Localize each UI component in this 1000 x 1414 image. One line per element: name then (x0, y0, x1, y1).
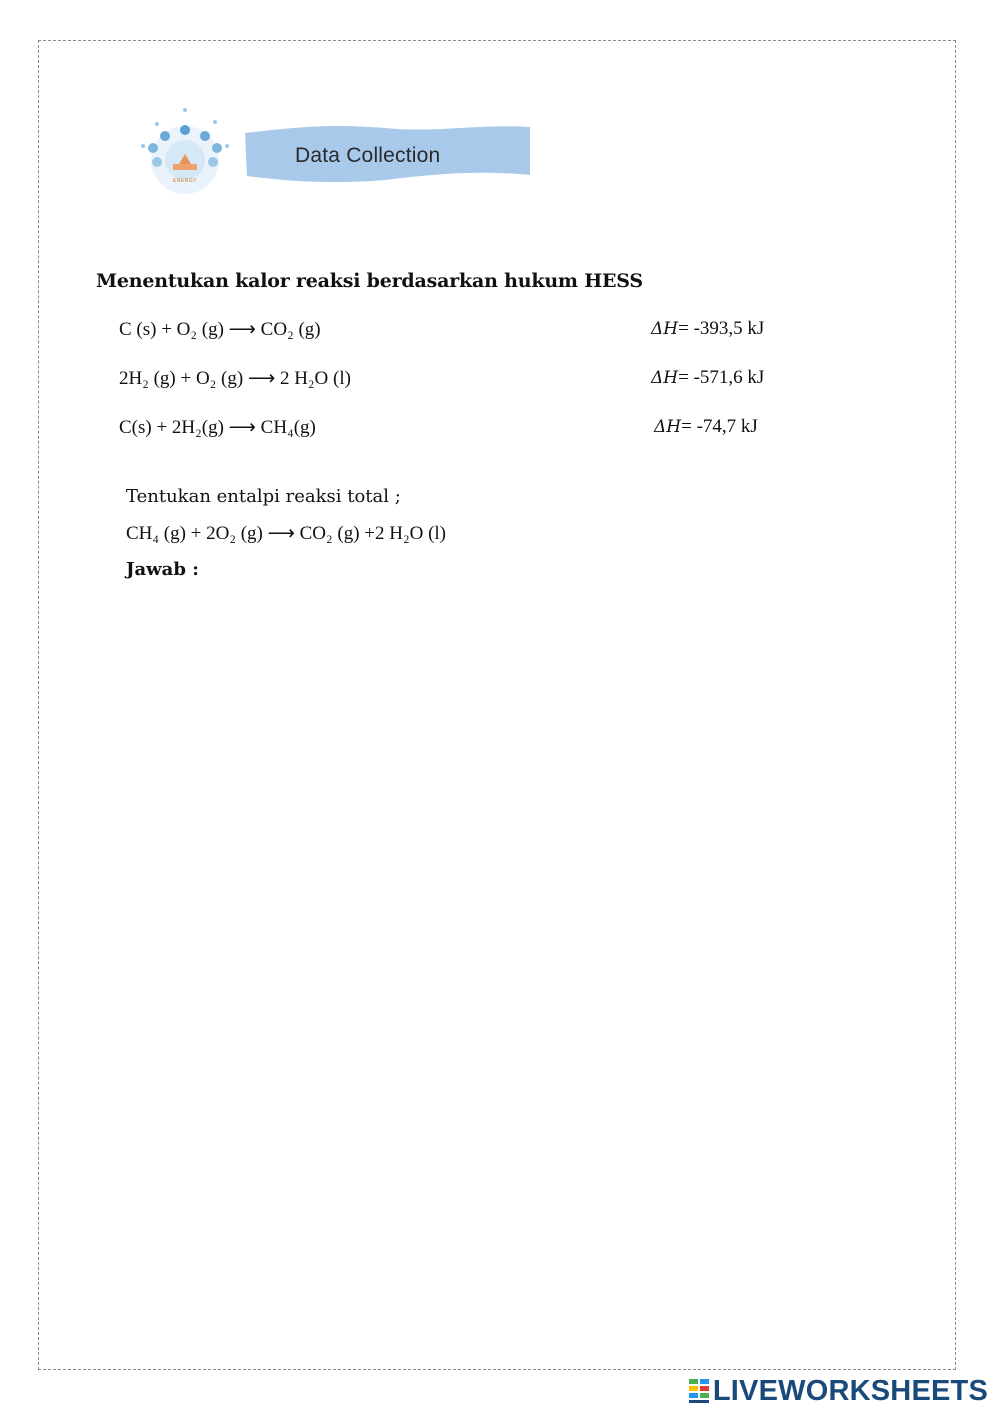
reaction-enthalpy-2 (651, 367, 764, 389)
answer-label: Jawab : (126, 559, 199, 580)
delta-h-value: = -571,6 kJ (678, 367, 765, 388)
delta-h-symbol: ΔH (651, 368, 679, 388)
logo-caption: ENERGY (172, 178, 198, 184)
reaction-equation-1: C (s) + O₂ (g) ⟶ CO₂ (g) (119, 319, 321, 340)
section-title: Menentukan kalor reaksi berdasarkan hukum HESS (96, 270, 643, 292)
liveworksheets-logo (688, 1374, 988, 1408)
task-label: Tentukan entalpi reaksi total ; (126, 486, 401, 507)
delta-h-symbol: ΔH (651, 319, 679, 339)
task-equation: CH₄ (g) + 2O₂ (g) ⟶ CO₂ (g) +2 H₂O (l) (126, 523, 447, 544)
liveworksheets-text: LIVEWORKSHEETS (712, 1374, 988, 1407)
reaction-equation-2: 2H₂ (g) + O₂ (g) ⟶ 2 H₂O (l) (119, 368, 351, 389)
delta-h-value: = -74,7 kJ (681, 416, 758, 437)
reaction-equation-3: C(s) + 2H₂(g) ⟶ CH₄(g) (119, 417, 316, 438)
page-border (38, 40, 956, 1370)
banner-title: Data Collection (295, 144, 441, 167)
reaction-enthalpy-3 (654, 416, 758, 438)
delta-h-value: = -393,5 kJ (678, 318, 765, 339)
delta-h-symbol: ΔH (654, 417, 682, 437)
reaction-enthalpy-1 (651, 318, 764, 340)
liveworksheets-icon (688, 1378, 710, 1404)
